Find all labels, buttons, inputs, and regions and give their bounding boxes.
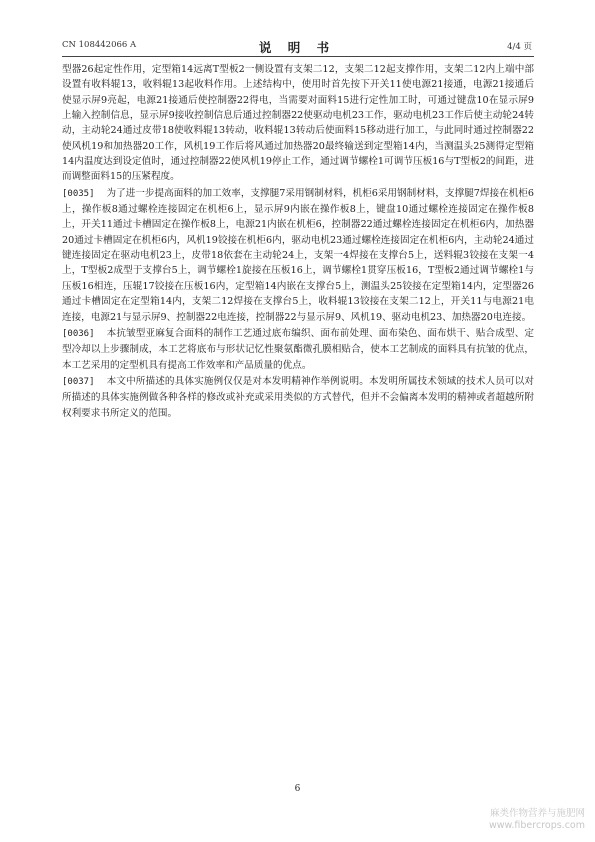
- paragraph-text: 本抗皱型亚麻复合面料的制作工艺通过底布编织、面布前处理、面布染色、面布烘干、贴合成型、定型冷却以上步骤制成，本工艺将底布与形状记忆性聚氨酯微孔膜相贴合，使本工艺制成的面料具有抗皱的优点，本工艺采用的定型机具有提高工作效率和产品质量的优点。: [62, 327, 534, 371]
- paragraph-text: 为了进一步提高面料的加工效率，支撑腿7采用钢制材料，机柜6采用钢制材料，支撑腿7焊接在机柜6上，操作板8通过螺栓连接固定在机柜6上，显示屏9内嵌在操作板8上，键盘10通过螺栓连接固定在操作板8上，开关11通过卡槽固定在操作板8上，电源21内嵌在机柜6，控制器22通过螺栓连接固定在机柜6内，加热器20通过卡槽固定在机柜6内，风机19铰接在机柜6内，驱动电机23通过螺栓连接固定在机柜6内，主动轮24通过键连接固定在驱动电机23上，皮带18依套在主动轮24上，支架一4焊接在支撑台5上，送料辊3铰接在支架一4上，T型板2成型于支撑台5上，调节螺栓1旋接在压板16上，调节螺栓1贯穿压板16，T型板2通过调节螺栓1与压板16相连，压辊17铰接在压板16内，定型箱14内嵌在支撑台5上，测温头25铰接在定型箱14内，定型器26通过卡槽固定在定型箱14内，支架二12焊接在支撑台5上，收料辊13铰接在支架二12上，开关11与电源21电连接，电源21与显示屏9、控制器22电连接，控制器22与显示屏9、风机19、驱动电机23、加热器20电连接。: [62, 187, 534, 323]
- document-body: [62, 62, 534, 422]
- patent-number: CN 108442066 A: [62, 40, 137, 50]
- document-title: 说 明 书: [258, 40, 336, 55]
- header-rule: [62, 56, 534, 57]
- paragraph-continuation: [62, 62, 534, 185]
- page-header: [62, 38, 532, 54]
- paragraph-text: 本文中所描述的具体实施例仅仅是对本发明精神作举例说明。本发明所属技术领域的技术人员可以对所描述的具体实施例做各种各样的修改或补充或采用类似的方式替代，但并不会偏离本发明的精神或者超越所附权利要求书所定义的范围。: [62, 375, 534, 419]
- paragraph-number: [0035]: [62, 188, 95, 199]
- paragraph-text: 型器26起定性作用，定型箱14远离T型板2一侧设置有支架二12，支架二12起支撑作用，支架二12内上端中部设置有收料辊13，收料辊13起收料作用。上述结构中，使用时首先按下开关11使电源21接通，电源21接通后使显示屏9亮起，电源21接通后使控制器22得电，当需要对面料15进行定性加工时，可通过键盘10在显示屏9上输入控制信息，显示屏9接收控制信息后通过控制器22使驱动电机23工作，驱动电机23工作后使主动轮24转动，主动轮24通过皮带18使收料辊13转动，收料辊13转动后使面料15移动进行加工，与此同时通过控制器22使风机19和加热器20工作，风机19工作后将风通过加热器20最终输送到定型箱14内，当测温头25测得定型箱14内温度达到设定值时，通过控制器22使风机19停止工作，通过调节螺栓1可调节压板16与T型板2的间距，进而调整面料15的压紧程度。: [62, 64, 534, 183]
- paragraph-number: [0037]: [62, 376, 95, 387]
- paragraph-0037: [62, 374, 534, 421]
- paragraph-number: [0036]: [62, 328, 95, 339]
- paragraph-0036: [62, 326, 534, 373]
- watermark-title: 麻类作物营养与施肥网: [489, 808, 585, 819]
- watermark: [489, 808, 585, 832]
- watermark-url: www.fibercrops.com: [488, 820, 585, 831]
- page-indicator: 4/4 页: [507, 42, 532, 52]
- paragraph-0035: [62, 186, 534, 325]
- page-number: 6: [294, 784, 301, 794]
